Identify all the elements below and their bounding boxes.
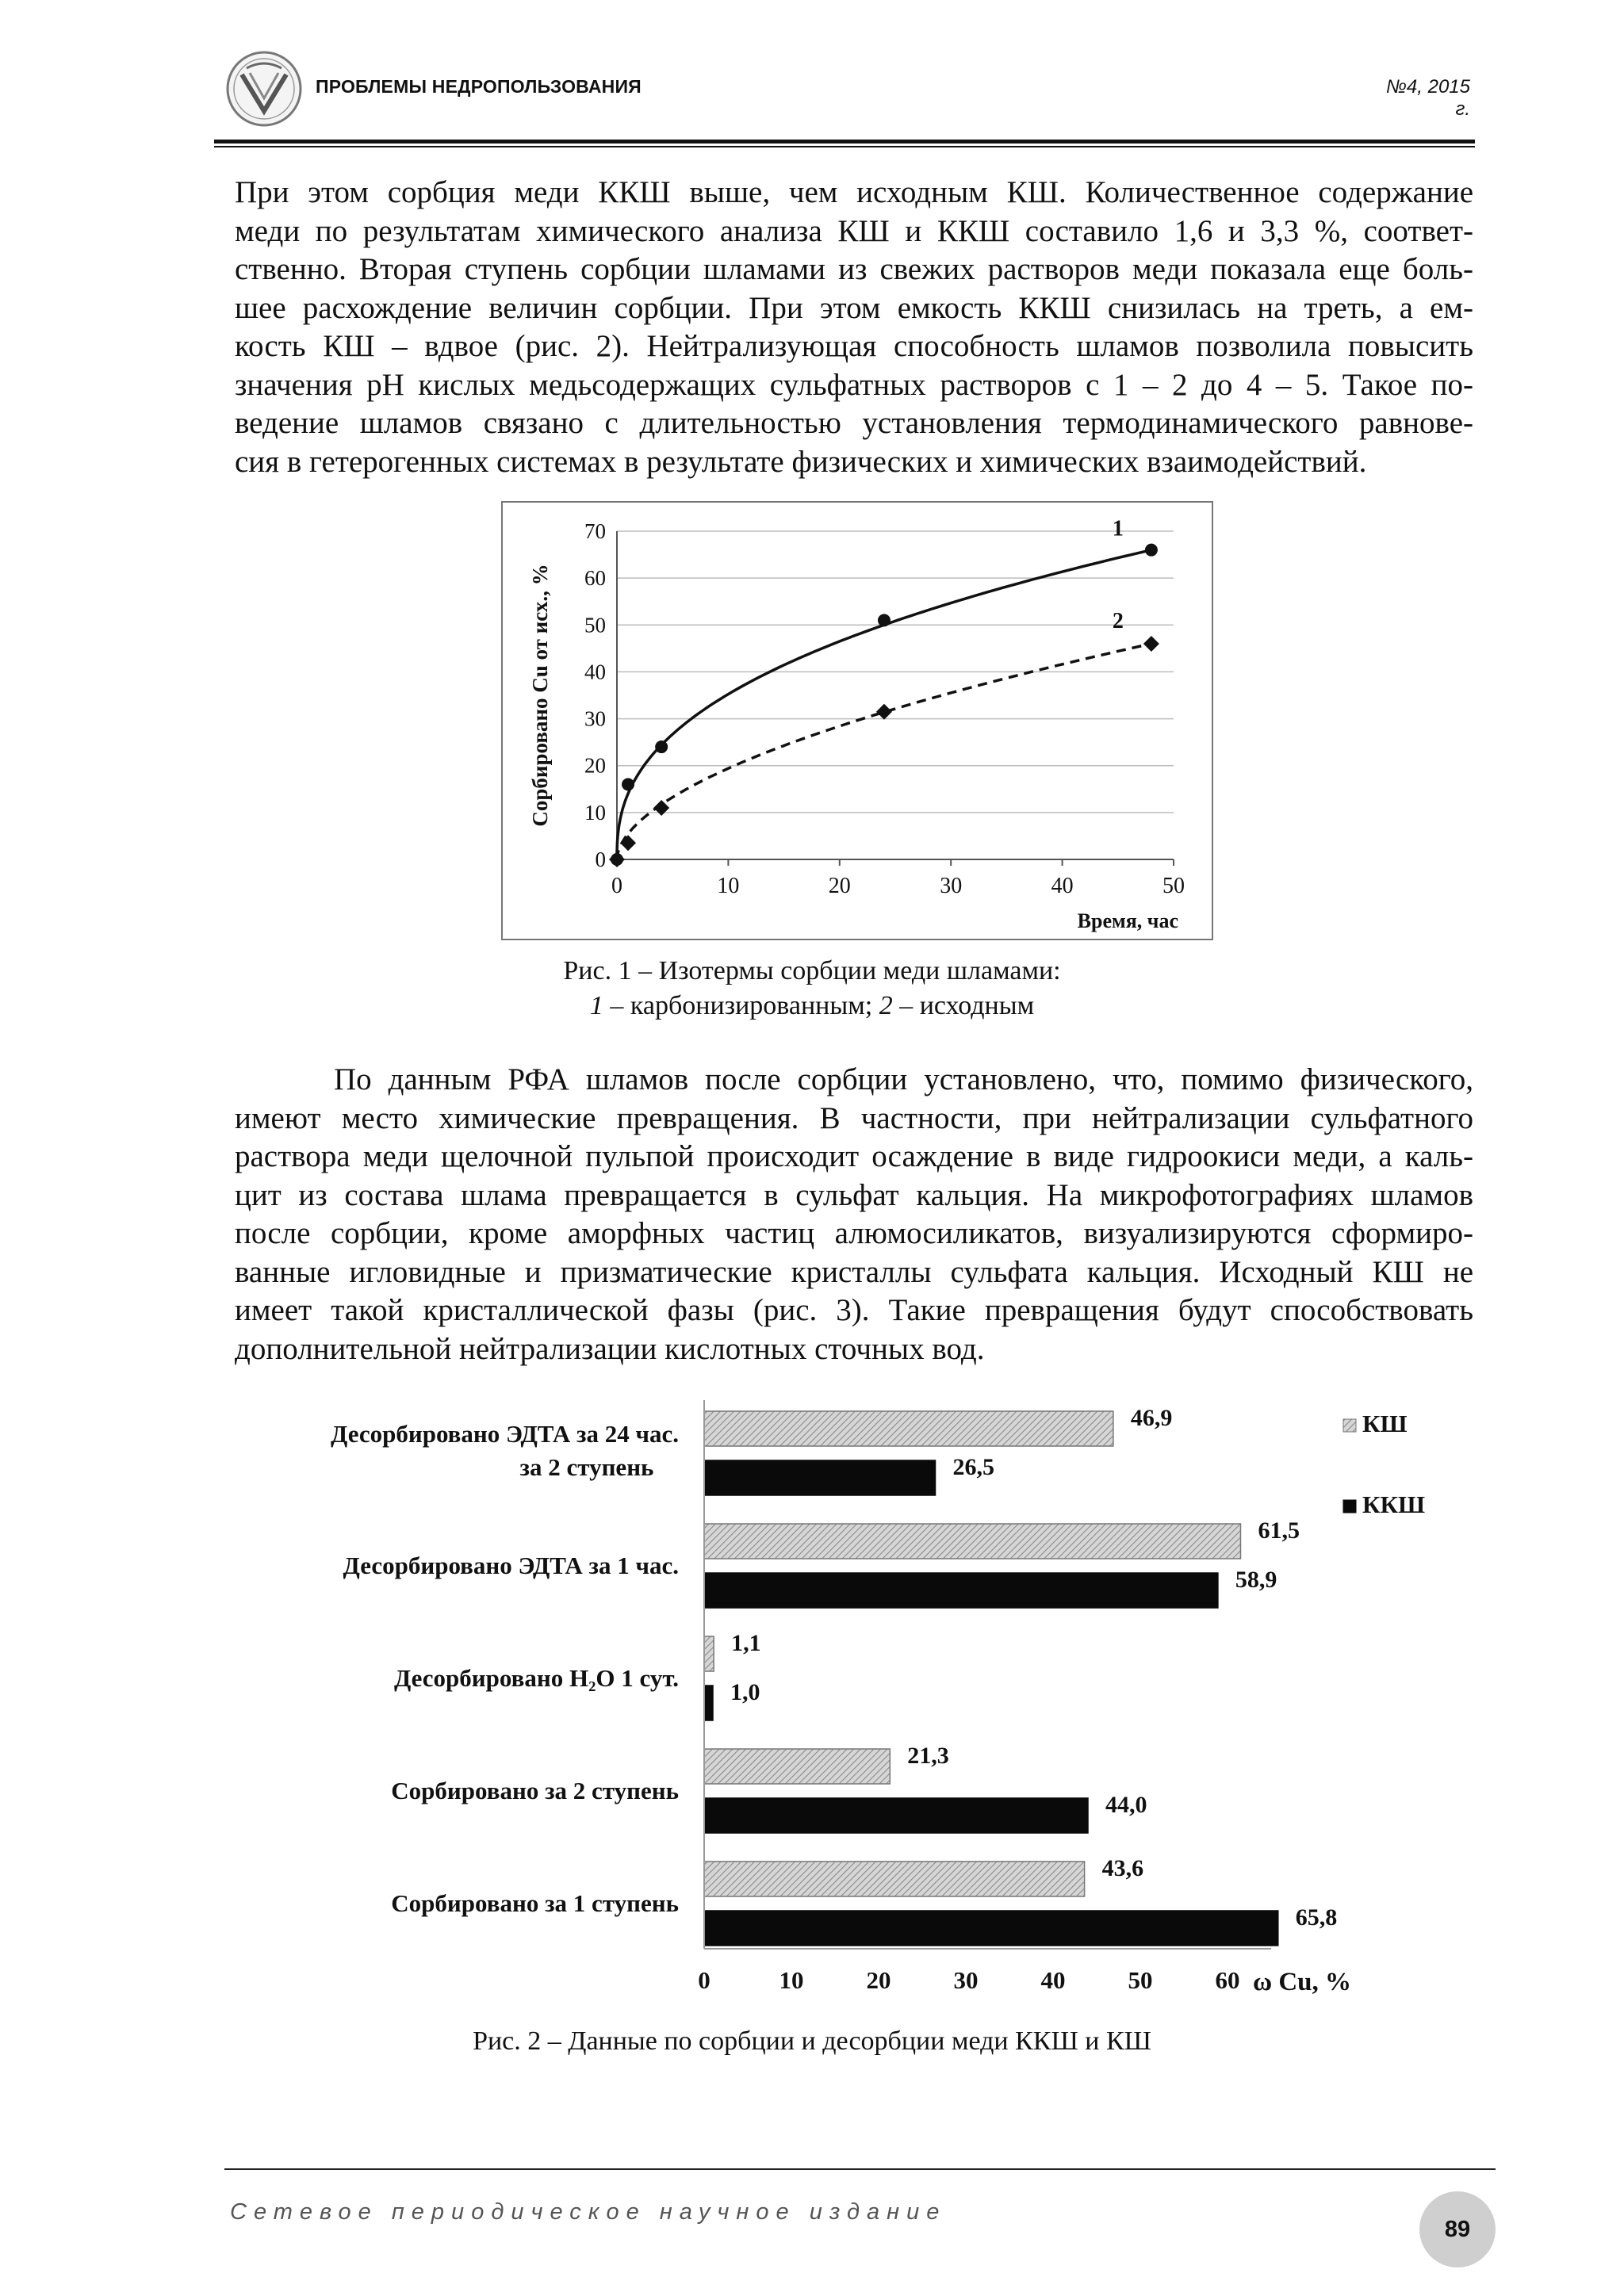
page-number: 89 — [1419, 2191, 1496, 2267]
text-line: значения pH кислых медьсодержащих сульфатных растворов с 1 – 2 до 4 – 5. Такое по- — [235, 367, 1473, 402]
figure-1-caption-legend — [0, 991, 1624, 1021]
x-axis-label: Время, час — [1077, 909, 1178, 932]
text-line: кость КШ – вдвое (рис. 2). Нейтрализующая способность шламов позволила повысить — [235, 329, 1473, 363]
y-tick-label: 60 — [584, 566, 606, 591]
data-label: 58,9 — [1235, 1567, 1277, 1593]
caption-number-2: 2 — [879, 991, 893, 1020]
series-2-point — [876, 704, 892, 720]
series-1-label: 1 — [1112, 516, 1124, 541]
category-label: Сорбировано за 1 ступень — [391, 1889, 679, 1917]
series-2-point — [653, 800, 669, 816]
x-tick-label: 0 — [611, 874, 622, 898]
x-tick-label: 0 — [698, 1966, 710, 1994]
text-line: По данным РФА шламов после сорбции установлено, что, помимо физического, — [334, 1062, 1473, 1096]
issue-number: №4, 2015 г. — [1385, 76, 1470, 120]
data-label: 1,1 — [731, 1630, 761, 1656]
data-label: 44,0 — [1105, 1792, 1147, 1818]
ksh-bar — [704, 1862, 1085, 1896]
y-tick-label: 20 — [584, 753, 606, 778]
header-rule-thin — [214, 146, 1475, 147]
series-1-point — [1145, 544, 1158, 557]
text-line: меди по результатам химического анализа КШ и ККШ составило 1,6 и 3,3 %, соответ- — [235, 213, 1473, 248]
text-line: ведение шламов связано с длительностью установления термодинамического равнове- — [235, 406, 1473, 440]
kksh-bar — [704, 1686, 713, 1720]
caption-text-1: – карбонизированным; — [603, 991, 879, 1020]
text-line: после сорбции, кроме аморфных частиц алюмосиликатов, визуализируются сформиро- — [235, 1216, 1473, 1250]
category-label: Сорбировано за 2 ступень — [391, 1777, 679, 1804]
category-label-line2: за 2 ступень — [519, 1453, 654, 1481]
text-line: сия в гетерогенных системах в результате физических и химических взаимодействий. — [235, 444, 1367, 479]
data-label: 65,8 — [1295, 1904, 1338, 1931]
x-tick-label: 50 — [1162, 874, 1185, 898]
figure-2-chart — [238, 1395, 1475, 2014]
x-tick-label: 20 — [828, 874, 851, 898]
y-axis-label: Сорбировано Cu от исх., % — [528, 564, 552, 827]
y-tick-label: 50 — [584, 613, 606, 637]
series-1-point — [878, 614, 891, 626]
ksh-bar — [704, 1524, 1241, 1559]
data-label: 46,9 — [1130, 1405, 1173, 1431]
data-label: 61,5 — [1258, 1517, 1300, 1544]
series-1-point — [622, 778, 634, 790]
series-2-line — [617, 644, 1151, 859]
footer-rule — [224, 2168, 1496, 2170]
kksh-bar — [704, 1798, 1088, 1833]
text-line: цит из состава шлама превращается в сульфат кальция. На микрофотографиях шламов — [235, 1177, 1473, 1212]
y-tick-label: 70 — [584, 519, 606, 543]
text-line: имеют место химические превращения. В частности, при нейтрализации сульфатного — [235, 1100, 1473, 1135]
figure-2-caption: Рис. 2 – Данные по сорбции и десорбции меди ККШ и КШ — [473, 2026, 1151, 2056]
text-line: ванные игловидные и призматические кристаллы сульфата кальция. Исходный КШ не — [235, 1254, 1473, 1289]
x-tick-label: 20 — [866, 1966, 891, 1994]
text-line: При этом сорбция меди ККШ выше, чем исходным КШ. Количественное содержание — [235, 175, 1473, 209]
x-tick-label: 40 — [1040, 1966, 1066, 1994]
category-label: Десорбировано ЭДТА за 1 час. — [343, 1552, 679, 1579]
ksh-bar — [704, 1749, 890, 1784]
figure-1-caption: Рис. 1 – Изотермы сорбции меди шламами: — [563, 956, 1061, 985]
caption-text-2: – исходным — [892, 991, 1035, 1020]
text-line: имеет такой кристаллической фазы (рис. 3). Такие превращения будут способствовать — [235, 1293, 1473, 1327]
series-2-label: 2 — [1112, 608, 1124, 633]
kksh-bar — [704, 1573, 1218, 1608]
ksh-bar — [704, 1411, 1113, 1446]
paragraph-1 — [235, 174, 1473, 481]
header-rule — [214, 140, 1475, 144]
journal-title: ПРОБЛЕМЫ НЕДРОПОЛЬЗОВАНИЯ — [316, 76, 642, 97]
kksh-bar — [704, 1911, 1278, 1946]
data-label: 1,0 — [730, 1679, 760, 1705]
paragraph-2 — [235, 1061, 1473, 1368]
journal-logo-icon — [224, 49, 304, 128]
y-tick-label: 40 — [584, 660, 606, 684]
category-label: Десорбировано ЭДТА за 24 час. — [331, 1420, 679, 1448]
x-tick-label: 50 — [1128, 1966, 1153, 1994]
x-tick-label: 10 — [717, 874, 740, 898]
category-label: Десорбировано H₂O 1 сут. — [393, 1664, 679, 1692]
text-line: раствора меди щелочной пульпой происходит осаждение в виде гидроокиси меди, а каль- — [235, 1139, 1473, 1173]
data-label: 43,6 — [1101, 1855, 1144, 1881]
x-tick-label: 10 — [779, 1966, 804, 1994]
x-tick-label: 40 — [1051, 874, 1074, 898]
kksh-bar — [704, 1460, 936, 1495]
data-label: 21,3 — [907, 1743, 949, 1769]
y-tick-label: 0 — [595, 848, 606, 871]
legend-swatch — [1343, 1419, 1356, 1432]
text-line: шее расхождение величин сорбции. При этом емкость ККШ снизилась на треть, а ем- — [235, 290, 1473, 325]
legend-label: КШ — [1362, 1410, 1408, 1437]
ksh-bar — [704, 1636, 714, 1671]
legend-swatch — [1343, 1500, 1356, 1513]
y-tick-label: 10 — [584, 800, 606, 825]
footer-text: Сетевое периодическое научное издание — [230, 2199, 947, 2225]
x-axis-label: ω Cu, % — [1252, 1968, 1352, 1996]
y-tick-label: 30 — [584, 706, 606, 731]
data-label: 26,5 — [952, 1454, 994, 1480]
x-tick-label: 60 — [1215, 1966, 1240, 1994]
x-tick-label: 30 — [953, 1966, 979, 1994]
series-2-point — [609, 851, 625, 867]
text-line: дополнительной нейтрализации кислотных сточных вод. — [235, 1331, 985, 1366]
legend-label: ККШ — [1362, 1490, 1425, 1518]
x-tick-label: 30 — [940, 874, 963, 898]
series-1-point — [655, 740, 668, 753]
text-line: ственно. Вторая ступень сорбции шламами из свежих растворов меди показала еще боль- — [235, 252, 1473, 286]
series-2-point — [620, 835, 636, 851]
figure-1-chart — [501, 501, 1213, 940]
caption-number-1: 1 — [589, 991, 603, 1020]
series-2-point — [1143, 636, 1159, 652]
